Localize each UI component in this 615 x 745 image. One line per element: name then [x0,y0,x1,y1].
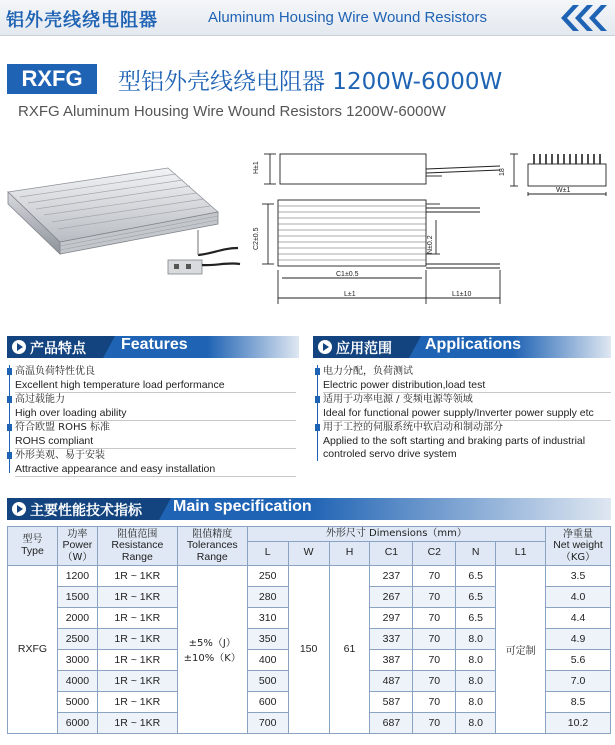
list-item: 高过载能力 High over loading ability [6,393,296,421]
features-title-cn: 产品特点 [30,341,86,357]
dim-w-label: W±1 [556,187,571,194]
table-row: RXFG 1200 1R ~ 1KR ±5%（J） ±10%（K） 250 150 61 237 70 6.5 可定制 3.5 [8,565,611,586]
double-chevron-left-icon [557,3,611,33]
col-l1: L1 [496,541,546,565]
table-row: 3000 1R ~ 1KR 400 387 70 8.0 5.6 [8,649,611,670]
col-type: 型号 Type [8,527,58,566]
features-header [7,336,299,358]
type-cell: RXFG [8,565,58,733]
list-item: 高温负荷特性优良 Excellent high temperature load performance [6,365,296,393]
table-row: 2500 1R ~ 1KR 350 337 70 8.0 4.9 [8,628,611,649]
col-weight: 净重量 Net weight （KG） [546,527,611,566]
list-item: 用于工控的伺服系统中软启动和制动部分 Applied to the soft starting and braking parts of industrial controled servo drive system [314,421,611,462]
play-circle-icon [318,340,332,354]
table-row: 5000 1R ~ 1KR 600 587 70 8.0 8.5 [8,691,611,712]
l1-cell: 可定制 [496,565,546,733]
list-item: 电力分配，负荷测试 Electric power distribution,load test [314,365,611,393]
dim-l-label: L±1 [344,291,356,298]
product-title-cn: 型铝外壳线绕电阻器 1200W-6000W [118,69,503,95]
spec-title-cn: 主要性能技术指标 [30,503,142,519]
col-n: N [456,541,496,565]
table-row: 2000 1R ~ 1KR 310 297 70 6.5 4.4 [8,607,611,628]
dim-n-label: N±0.2 [427,235,434,254]
table-row: 1500 1R ~ 1KR 280 267 70 6.5 4.0 [8,586,611,607]
w-cell: 150 [288,565,329,733]
applications-list [314,365,611,462]
col-c1: C1 [370,541,413,565]
list-item: 外形美观、易于安装 Attractive appearance and easy installation [6,449,296,477]
header-title-cn: 铝外壳线绕电阻器 [6,10,158,31]
dim-l1-label: L1±10 [452,291,472,298]
list-item: 适用于功率电源 / 变频电源等领域 Ideal for functional power supply/Inverter power supply etc [314,393,611,421]
col-c2: C2 [413,541,456,565]
model-badge: RXFG [7,64,97,94]
features-title-en: Features [121,336,188,353]
col-power: 功率 Power （W） [57,527,97,566]
col-resistance: 阻值范围 Resistance Range [97,527,177,566]
list-item: 符合欧盟 ROHS 标准 ROHS compliant [6,421,296,449]
h-cell: 61 [329,565,370,733]
dim-fin-label: 18 [499,168,506,176]
spec-header [7,498,611,520]
product-photo [0,152,250,292]
top-header-bar [0,0,615,36]
dim-c1-label: C1±0.5 [336,271,359,278]
col-dimensions: 外形尺寸 Dimensions（mm） [247,527,545,542]
table-row: 4000 1R ~ 1KR 500 487 70 8.0 7.0 [8,670,611,691]
applications-title-cn: 应用范围 [336,341,392,357]
spec-table [7,526,611,734]
applications-header [313,336,611,358]
table-row: 6000 1R ~ 1KR 700 687 70 8.0 10.2 [8,712,611,733]
dim-h-label: H±1 [253,161,260,174]
col-tolerance: 阻值精度 Tolerances Range [177,527,247,566]
spec-title-en: Main specification [173,498,312,515]
col-h: H [329,541,370,565]
dim-c2-label: C2±0.5 [253,227,260,250]
play-circle-icon [12,340,26,354]
tolerance-cell: ±5%（J） ±10%（K） [177,565,247,733]
col-l: L [247,541,288,565]
header-title-en: Aluminum Housing Wire Wound Resistors [208,9,487,26]
product-title-en: RXFG Aluminum Housing Wire Wound Resistors 1200W-6000W [18,103,446,120]
features-list [6,365,296,477]
play-circle-icon [12,502,26,516]
dimension-drawing [250,146,610,316]
col-w: W [288,541,329,565]
applications-title-en: Applications [425,336,522,353]
